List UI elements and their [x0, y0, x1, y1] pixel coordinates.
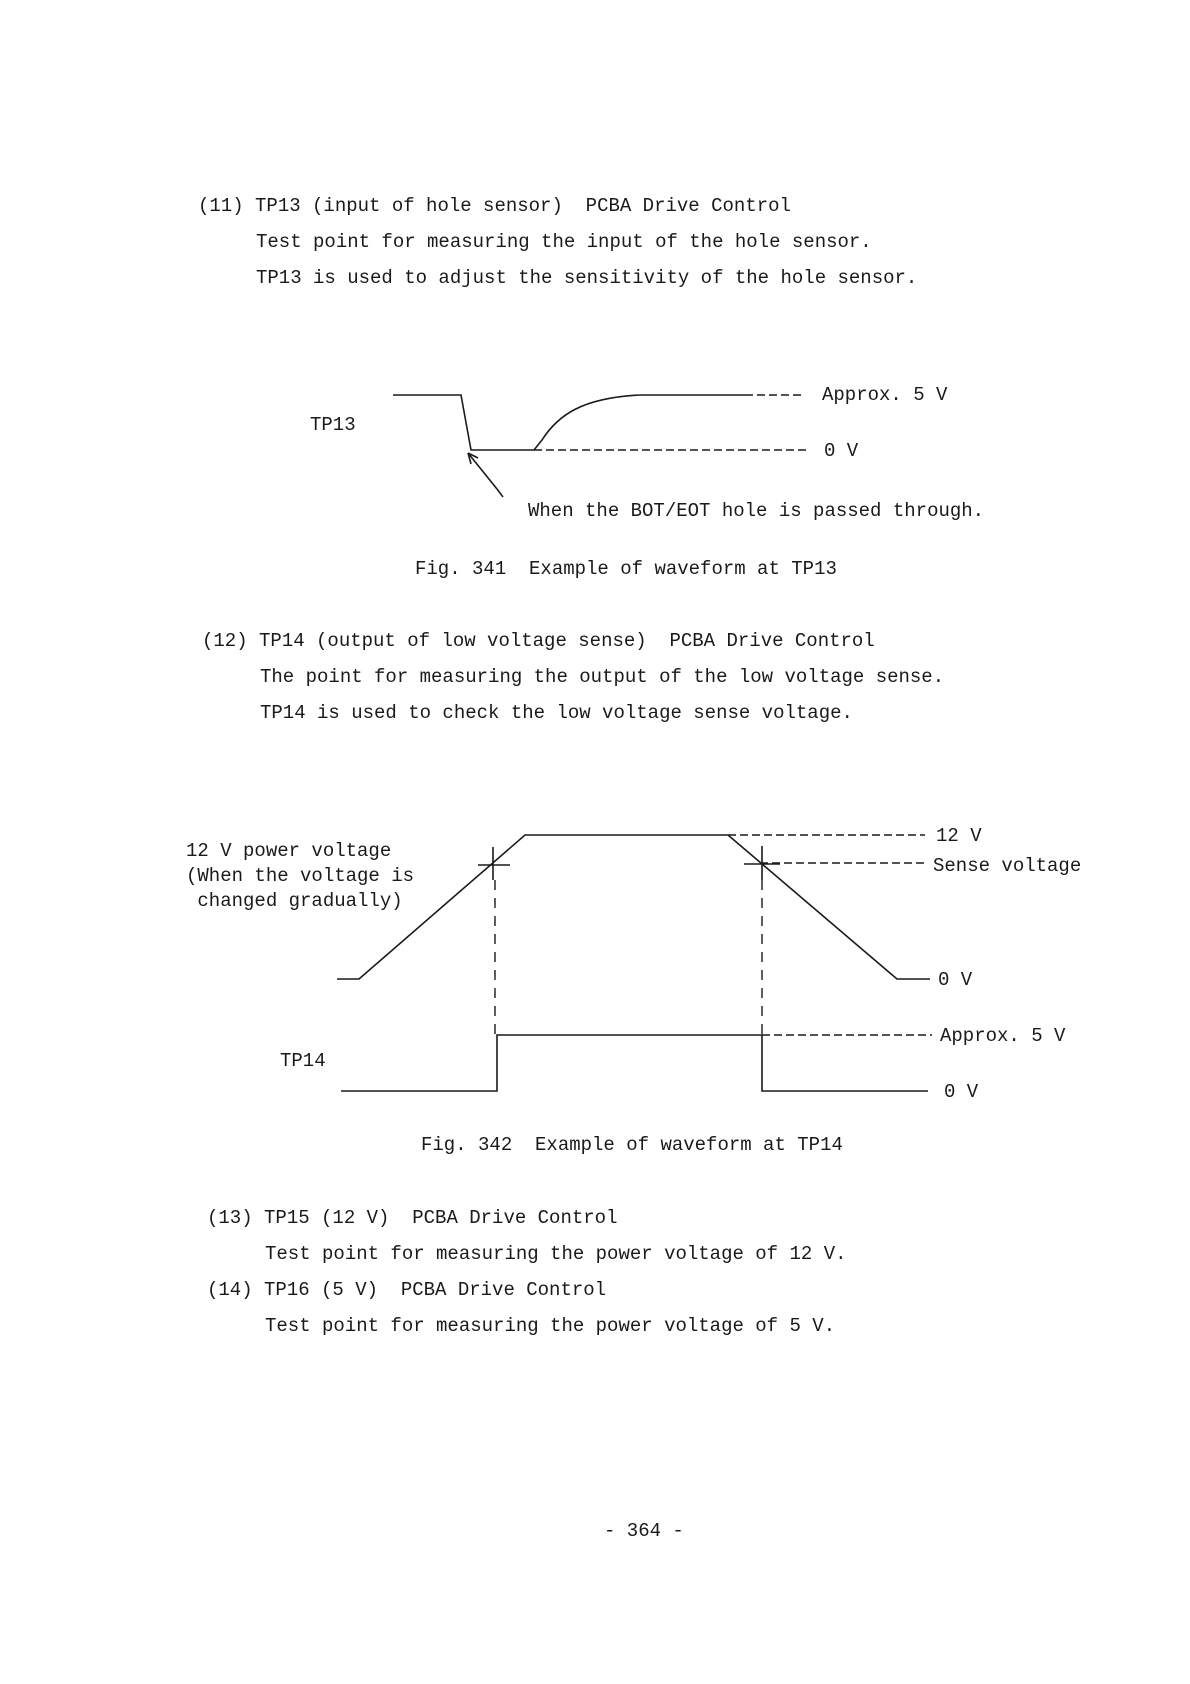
tp13-arrow-shaft [497, 489, 503, 497]
tp14-waveform [341, 1035, 928, 1091]
tp13-signal-label: TP13 [310, 414, 356, 436]
tp13-waveform-solid [393, 395, 745, 450]
section-11-heading: (11) TP13 (input of hole sensor) PCBA Drive Control [198, 195, 791, 217]
tp14-signal-label: TP14 [280, 1050, 326, 1072]
section-13-heading: (13) TP15 (12 V) PCBA Drive Control [207, 1207, 618, 1229]
tp13-0v-label: 0 V [824, 440, 859, 462]
section-14-heading: (14) TP16 (5 V) PCBA Drive Control [207, 1279, 607, 1301]
section-12-line-1: The point for measuring the output of the low voltage sense. [260, 666, 945, 688]
fig-342-caption: Fig. 342 Example of waveform at TP14 [421, 1134, 843, 1156]
tp13-approx-5v-label: Approx. 5 V [822, 384, 948, 406]
label-sense-voltage: Sense voltage [933, 855, 1082, 877]
fig-342-waveform [186, 825, 1081, 1156]
section-12-heading: (12) TP14 (output of low voltage sense) PCBA Drive Control [202, 630, 875, 652]
tp13-arrow-head [468, 453, 478, 464]
label-0v-power: 0 V [938, 969, 973, 991]
page-number: - 364 - [604, 1520, 684, 1542]
tp14-approx-5v-label: Approx. 5 V [940, 1025, 1066, 1047]
power-label-line-3: changed gradually) [186, 890, 403, 912]
label-12v: 12 V [936, 825, 982, 847]
section-14-line-1: Test point for measuring the power voltage of 5 V. [265, 1315, 836, 1337]
fig-341-waveform [310, 384, 984, 580]
tp14-0v-label: 0 V [944, 1081, 979, 1103]
section-12-line-2: TP14 is used to check the low voltage sense voltage. [260, 702, 853, 724]
tp13-arrow-shaft-long [468, 453, 497, 489]
section-11-line-2: TP13 is used to adjust the sensitivity of the hole sensor. [256, 267, 918, 289]
tp13-note: When the BOT/EOT hole is passed through. [528, 500, 985, 522]
section-11-line-1: Test point for measuring the input of the hole sensor. [256, 231, 872, 253]
power-label-line-2: (When the voltage is [186, 865, 415, 887]
power-label-line-1: 12 V power voltage [186, 840, 392, 862]
power-voltage-waveform [337, 835, 930, 979]
section-13-line-1: Test point for measuring the power voltage of 12 V. [265, 1243, 847, 1265]
fig-341-caption: Fig. 341 Example of waveform at TP13 [415, 558, 837, 580]
